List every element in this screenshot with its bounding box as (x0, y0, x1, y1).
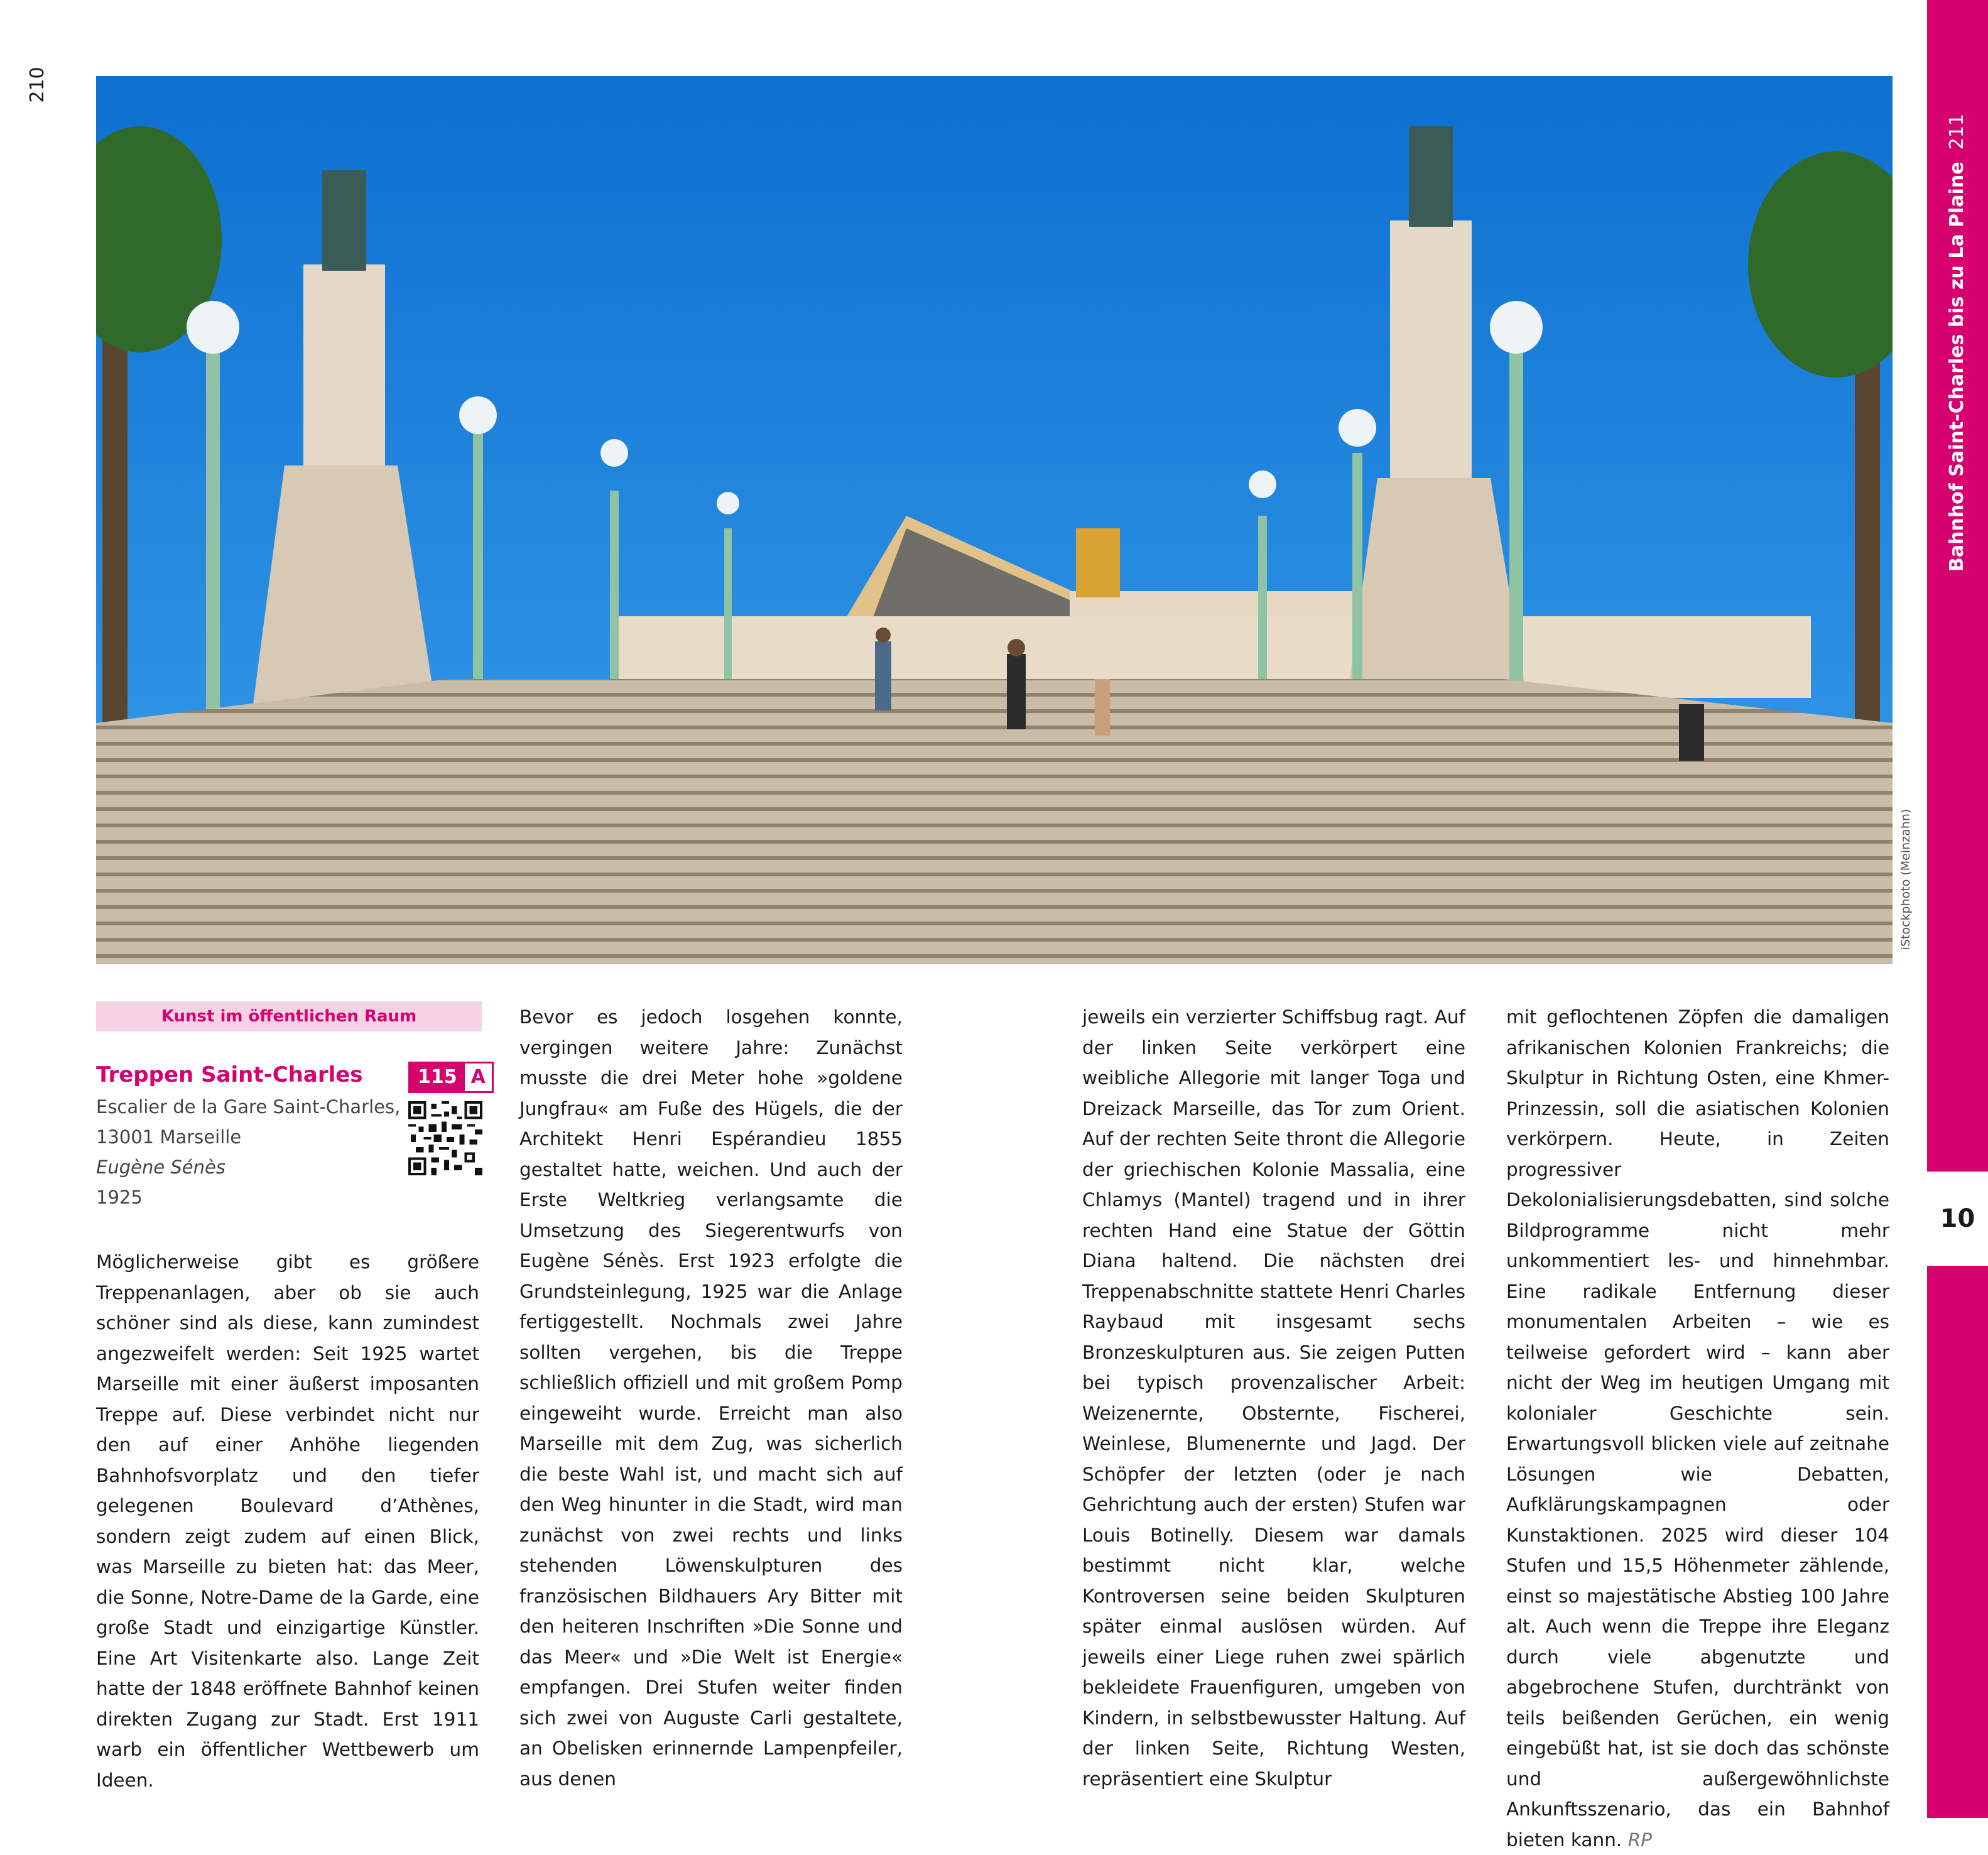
photo-treppen-saint-charles (96, 76, 1893, 964)
address-line1: Escalier de la Gare Saint-Charles, (96, 1096, 401, 1118)
body-column-1 (96, 1247, 479, 1795)
photo-credit: iStockphoto (Meinzahn) (1899, 808, 1913, 950)
running-head-title: Bahnhof Saint-Charles bis zu La Plaine (1946, 161, 1968, 572)
page-number-right: 211 (1946, 114, 1968, 150)
author-signature: RP (1627, 1829, 1652, 1851)
running-head (1938, 6, 1976, 572)
body-paragraph: jeweils ein verzierter Schiffsbug ragt. Auf der linken Seite verkörpert eine weibliche Allegorie mit langer Toga und Dreizack Marseille, das Tor zum Orient. Auf der rechten Seite thront die Allegorie der griechischen Kolonie Massalia, eine Chlamys (Mantel) tragend und in ihrer rechten Hand eine Statue der Göttin Diana haltend. Die nächsten drei Treppenabschnitte stattete Henri Charles Raybaud mit insgesamt sechs Bronzeskulpturen aus. Sie zeigen Putten bei typisch provenzalischer Arbeit: Weizenernte, Obsternte, Fischerei, Weinlese, Blumenernte und Jagd. Der Schöpfer der letzten (oder je nach Gehrichtung auch der ersten) Stufen war Louis Botinelly. Diesem war damals bestimmt nicht klar, welche Kontroversen seine beiden Skulpturen später einmal auslösen würden. Auf jeweils einer Liege ruhen zwei spärlich bekleidete Frauenfiguren, umgeben von Kindern, in selbstbewusster Haltung. Auf der linken Seite, Richtung Westen, repräsentiert eine Skulptur (1082, 1006, 1465, 1790)
qr-code (408, 1101, 482, 1175)
photo-illustration (96, 76, 1893, 964)
artist: Eugène Sénès (96, 1156, 225, 1178)
body-paragraph (1506, 1002, 1889, 1855)
body-paragraph: Möglicherweise gibt es größere Treppenanlagen, aber ob sie auch schöner sind als diese, kann zumindest angezweifelt werden: Seit 1925 wartet Marseille mit einer äußerst imposanten Treppe auf. Diese verbindet nicht nur den auf einer Anhöhe liegenden Bahnhofsvorplatz und den tiefer gelegenen Boulevard d’Athènes, sondern zeigt zudem auf einen Blick, was Marseille zu bieten hat: das Meer, die Sonne, Notre-Dame de la Garde, eine große Stadt und einzigartige Künstler. Eine Art Visitenkarte also. Lange Zeit hatte der 1848 eröffnete Bahnhof keinen direkten Zugang zur Stadt. Erst 1911 warb ein öffentlicher Wettbewerb um Ideen. (96, 1251, 479, 1791)
page-number-left: 210 (26, 67, 48, 103)
chapter-number: 10 (1927, 1172, 1988, 1266)
body-text: mit geflochtenen Zöpfen die damaligen afrikanischen Kolonien Frankreichs; die Skulptur in Richtung Osten, eine Khmer-Prinzessin, soll die asiatischen Kolonien verkörpern. Heute, in Zeiten progressiver Dekolonialisierungsdebatten, sind solche Bildprogramme nicht mehr unkommentiert les- und hinnehmbar. Eine radikale Entfernung dieser monumentalen Arbeiten – wie es teilweise gefordert wird – kann aber nicht der Weg im heutigen Umgang mit kolonialer Geschichte sein. Erwartungsvoll blicken viele auf zeitnahe Lösungen wie Debatten, Aufklärungskampagnen oder Kunstaktionen. 2025 wird dieser 104 Stufen und 15,5 Höhenmeter zählende, einst so majestätische Abstieg 100 Jahre alt. Auch wenn die Treppe ihre Eleganz durch viele abgenutzte und abgebrochene Stufen, durchtränkt von teils beißenden Gerüchen, ein wenig eingebüßt hat, ist sie doch das schönste und außergewöhnlichste Ankunftsszenario, das ein Bahnhof bieten kann. (1506, 1006, 1889, 1851)
body-column-2 (519, 1002, 903, 1794)
address-line2: 13001 Marseille (96, 1126, 242, 1148)
category-label: Kunst im öffentlichen Raum (96, 1001, 482, 1031)
year: 1925 (96, 1187, 143, 1208)
map-reference-badge (408, 1062, 494, 1093)
body-paragraph: Bevor es jedoch losgehen konnte, vergingen weitere Jahre: Zunächst musste die drei Meter hohe »goldene Jungfrau« am Fuße des Hügels, die der Architekt Henri Espérandieu 1855 gestaltet hatte, weichen. Und auch der Erste Weltkrieg verlangsamte die Umsetzung des Siegerentwurfs von Eugène Sénès. Erst 1923 erfolgte die Grundsteinlegung, 1925 war die Anlage fertiggestellt. Nochmals zwei Jahre sollten vergehen, bis die Treppe schließlich offiziell und mit großem Pomp eingeweiht wurde. Erreicht man also Marseille mit dem Zug, was sicherlich die beste Wahl ist, und macht sich auf den Weg hinunter in die Stadt, wird man zunächst von zwei rechts und links stehenden Löwenskulpturen des französischen Bildhauers Ary Bitter mit den heiteren Inschriften »Die Sonne und das Meer« und »Die Welt ist Energie« empfangen. Drei Stufen weiter finden sich zwei von Auguste Carli gestaltete, an Obelisken erinnernde Lampenpfeiler, aus denen (519, 1006, 903, 1790)
body-column-4 (1506, 1002, 1889, 1855)
badge-letter: A (465, 1063, 492, 1091)
badge-number: 115 (410, 1063, 465, 1091)
entry-title: Treppen Saint-Charles (96, 1062, 363, 1087)
body-column-3 (1082, 1002, 1465, 1794)
